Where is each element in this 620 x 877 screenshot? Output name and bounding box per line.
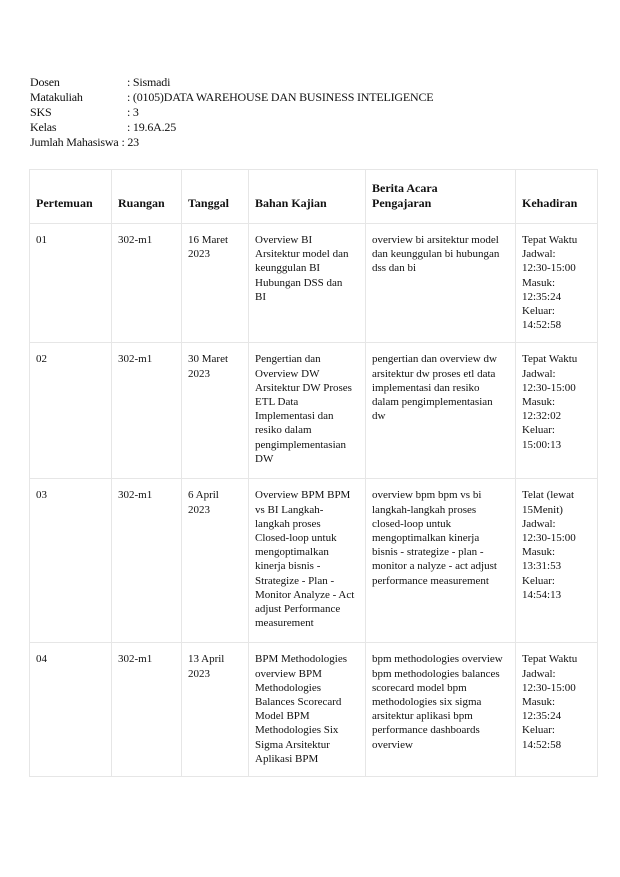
- cell-berita-acara-line: arsitektur aplikasi bpm: [372, 710, 473, 723]
- cell-berita-acara-line: dw: [372, 410, 386, 423]
- cell-bahan-kajian-line: measurement: [255, 617, 314, 630]
- cell-ruangan: 302-m1: [112, 224, 182, 343]
- header-pertemuan: Pertemuan: [30, 170, 112, 224]
- cell-berita-acara-line: closed-loop untuk: [372, 517, 452, 530]
- cell-tanggal-line: 2023: [188, 667, 210, 680]
- cell-tanggal-line: 30 Maret: [188, 353, 229, 366]
- cell-bahan-kajian-line: ETL Data: [255, 396, 299, 409]
- cell-bahan-kajian-line: Implementasi dan: [255, 410, 334, 423]
- info-label: Matakuliah: [30, 90, 83, 104]
- cell-tanggal-line: 13 April: [188, 653, 225, 666]
- cell-kehadiran-line: 12:30-15:00: [522, 532, 576, 545]
- cell-kehadiran-line: Jadwal:: [522, 517, 556, 530]
- cell-kehadiran-line: Jadwal:: [522, 248, 556, 261]
- cell-bahan-kajian-line: Monitor Analyze - Act: [255, 588, 355, 601]
- cell-kehadiran-line: 14:54:13: [522, 588, 562, 601]
- cell-bahan-kajian-line: BI: [255, 290, 266, 303]
- cell-berita-acara-line: bisnis - strategize - plan -: [372, 546, 484, 559]
- cell-kehadiran-line: Masuk:: [522, 696, 555, 709]
- cell-pertemuan: 02: [30, 343, 112, 479]
- cell-kehadiran-line: 12:30-15:00: [522, 262, 576, 275]
- cell-berita-acara-line: bpm methodologies balances: [372, 667, 500, 680]
- cell-berita-acara-line: methodologies six sigma: [372, 696, 482, 709]
- cell-kehadiran-line: Tepat Waktu: [522, 234, 578, 246]
- cell-berita-acara-line: dss dan bi: [372, 262, 416, 275]
- info-value: : 19.6A.25: [127, 120, 177, 134]
- cell-berita-acara-line: scorecard model bpm: [372, 681, 467, 694]
- table-row: [30, 224, 598, 343]
- cell-kehadiran: [516, 224, 598, 343]
- cell-berita-acara: [366, 343, 516, 479]
- header-ruangan: Ruangan: [112, 170, 182, 224]
- cell-kehadiran-line: 15:00:13: [522, 438, 562, 451]
- cell-kehadiran-line: Jadwal:: [522, 667, 556, 680]
- cell-bahan-kajian-line: Arsitektur model dan: [255, 248, 349, 261]
- cell-berita-acara-line: langkah-langkah proses: [372, 503, 477, 516]
- cell-bahan-kajian-line: DW: [255, 452, 274, 465]
- cell-kehadiran-line: Keluar:: [522, 724, 555, 737]
- cell-bahan-kajian-line: Arsitektur DW Proses: [255, 381, 352, 394]
- attendance-table: [29, 169, 598, 777]
- cell-bahan-kajian-line: Overview BPM BPM: [255, 489, 351, 502]
- cell-bahan-kajian-line: Hubungan DSS dan: [255, 276, 343, 289]
- cell-tanggal-line: 2023: [188, 367, 210, 380]
- cell-pertemuan: 03: [30, 479, 112, 643]
- info-row-dosen: [30, 75, 433, 90]
- cell-kehadiran-line: 12:35:24: [522, 290, 562, 303]
- cell-ruangan: 302-m1: [112, 479, 182, 643]
- cell-berita-acara-line: monitor a nalyze - act adjust: [372, 560, 497, 573]
- info-label: Kelas: [30, 120, 57, 134]
- cell-kehadiran-line: 12:30-15:00: [522, 681, 576, 694]
- cell-berita-acara-line: dalam pengimplementasian: [372, 396, 493, 409]
- cell-tanggal: [182, 343, 249, 479]
- cell-pertemuan: 01: [30, 224, 112, 343]
- cell-ruangan: 302-m1: [112, 643, 182, 777]
- cell-bahan-kajian-line: vs BI Langkah-: [255, 503, 324, 516]
- cell-tanggal-line: 16 Maret: [188, 234, 229, 246]
- cell-kehadiran-line: 14:52:58: [522, 319, 562, 332]
- cell-bahan-kajian-line: Overview BI: [255, 234, 313, 246]
- cell-kehadiran-line: 14:52:58: [522, 738, 562, 751]
- cell-kehadiran-line: Telat (lewat: [522, 489, 575, 502]
- cell-bahan-kajian: [249, 224, 366, 343]
- cell-berita-acara-line: arsitektur dw proses etl data: [372, 367, 496, 380]
- cell-kehadiran-line: Keluar:: [522, 574, 555, 587]
- cell-tanggal-line: 2023: [188, 503, 210, 516]
- course-info: [30, 75, 433, 150]
- cell-bahan-kajian-line: langkah proses: [255, 517, 321, 530]
- cell-bahan-kajian-line: resiko dalam: [255, 424, 312, 437]
- cell-bahan-kajian-line: Pengertian dan: [255, 353, 321, 366]
- cell-kehadiran-line: 12:30-15:00: [522, 381, 576, 394]
- cell-kehadiran-line: 12:32:02: [522, 410, 562, 423]
- table-row: [30, 343, 598, 479]
- cell-bahan-kajian-line: kinerja bisnis -: [255, 560, 321, 573]
- info-label: SKS: [30, 105, 52, 119]
- cell-berita-acara-line: pengertian dan overview dw: [372, 353, 497, 366]
- cell-bahan-kajian-line: Aplikasi BPM: [255, 752, 319, 765]
- cell-tanggal-line: 2023: [188, 248, 210, 261]
- cell-berita-acara-line: overview bi arsitektur model: [372, 234, 499, 246]
- cell-pertemuan: 04: [30, 643, 112, 777]
- cell-bahan-kajian: [249, 479, 366, 643]
- cell-berita-acara-line: mengoptimalkan kinerja: [372, 532, 480, 545]
- cell-kehadiran-line: Keluar:: [522, 305, 555, 318]
- cell-kehadiran-line: 12:35:24: [522, 710, 562, 723]
- cell-kehadiran-line: Tepat Waktu: [522, 653, 578, 666]
- cell-kehadiran: [516, 343, 598, 479]
- cell-bahan-kajian-line: Closed-loop untuk: [255, 532, 337, 545]
- header-kehadiran: Kehadiran: [516, 170, 598, 224]
- cell-ruangan: 302-m1: [112, 343, 182, 479]
- cell-berita-acara-line: performance dashboards: [372, 724, 480, 737]
- cell-tanggal: [182, 479, 249, 643]
- cell-bahan-kajian-line: Methodologies Six: [255, 724, 339, 737]
- cell-bahan-kajian-line: Methodologies: [255, 681, 321, 694]
- cell-kehadiran-line: Jadwal:: [522, 367, 556, 380]
- cell-kehadiran-line: Masuk:: [522, 546, 555, 559]
- cell-kehadiran-line: Tepat Waktu: [522, 353, 578, 366]
- cell-kehadiran: [516, 479, 598, 643]
- info-label: Jumlah Mahasiswa: [30, 135, 119, 149]
- cell-tanggal: [182, 224, 249, 343]
- cell-bahan-kajian-line: Model BPM: [255, 710, 310, 723]
- header-berita-acara-line2: Pengajaran: [372, 196, 432, 210]
- info-value: : (0105)DATA WAREHOUSE DAN BUSINESS INTELIGENCE: [127, 90, 434, 104]
- cell-berita-acara-line: overview: [372, 738, 413, 751]
- cell-kehadiran: [516, 643, 598, 777]
- cell-bahan-kajian: [249, 343, 366, 479]
- table-row: [30, 643, 598, 777]
- cell-berita-acara: [366, 224, 516, 343]
- header-tanggal: Tanggal: [182, 170, 249, 224]
- cell-berita-acara-line: performance measurement: [372, 574, 489, 587]
- info-row-kelas: [30, 120, 433, 135]
- header-bahan-kajian: Bahan Kajian: [249, 170, 366, 224]
- cell-berita-acara: [366, 643, 516, 777]
- info-value: : 23: [121, 135, 139, 149]
- cell-kehadiran-line: 15Menit): [522, 503, 563, 516]
- cell-bahan-kajian: [249, 643, 366, 777]
- cell-bahan-kajian-line: Strategize - Plan -: [255, 574, 335, 587]
- cell-tanggal: [182, 643, 249, 777]
- cell-tanggal-line: 6 April: [188, 489, 219, 502]
- info-row-jumlah-mahasiswa: [30, 135, 433, 150]
- cell-bahan-kajian-line: overview BPM: [255, 667, 322, 680]
- info-row-matakuliah: [30, 90, 433, 105]
- cell-berita-acara-line: overview bpm bpm vs bi: [372, 489, 482, 502]
- cell-berita-acara: [366, 479, 516, 643]
- cell-bahan-kajian-line: BPM Methodologies: [255, 653, 347, 666]
- cell-berita-acara-line: bpm methodologies overview: [372, 653, 503, 666]
- info-value: : 3: [127, 105, 139, 119]
- info-label: Dosen: [30, 75, 60, 89]
- info-row-sks: [30, 105, 433, 120]
- cell-bahan-kajian-line: Balances Scorecard: [255, 696, 342, 709]
- cell-bahan-kajian-line: Sigma Arsitektur: [255, 738, 330, 751]
- cell-bahan-kajian-line: adjust Performance: [255, 603, 341, 616]
- table-row: [30, 479, 598, 643]
- table-header-row: [30, 170, 598, 224]
- cell-bahan-kajian-line: keunggulan BI: [255, 262, 321, 275]
- info-value: : Sismadi: [127, 75, 171, 89]
- cell-bahan-kajian-line: pengimplementasian: [255, 438, 347, 451]
- cell-kehadiran-line: Keluar:: [522, 424, 555, 437]
- cell-bahan-kajian-line: mengoptimalkan: [255, 546, 329, 559]
- cell-kehadiran-line: Masuk:: [522, 276, 555, 289]
- cell-kehadiran-line: 13:31:53: [522, 560, 562, 573]
- cell-berita-acara-line: dan keunggulan bi hubungan: [372, 248, 500, 261]
- cell-bahan-kajian-line: Overview DW: [255, 367, 320, 380]
- cell-kehadiran-line: Masuk:: [522, 396, 555, 409]
- header-berita-acara-line1: Berita Acara: [372, 181, 438, 195]
- header-berita-acara: [366, 170, 516, 224]
- cell-berita-acara-line: implementasi dan resiko: [372, 381, 480, 394]
